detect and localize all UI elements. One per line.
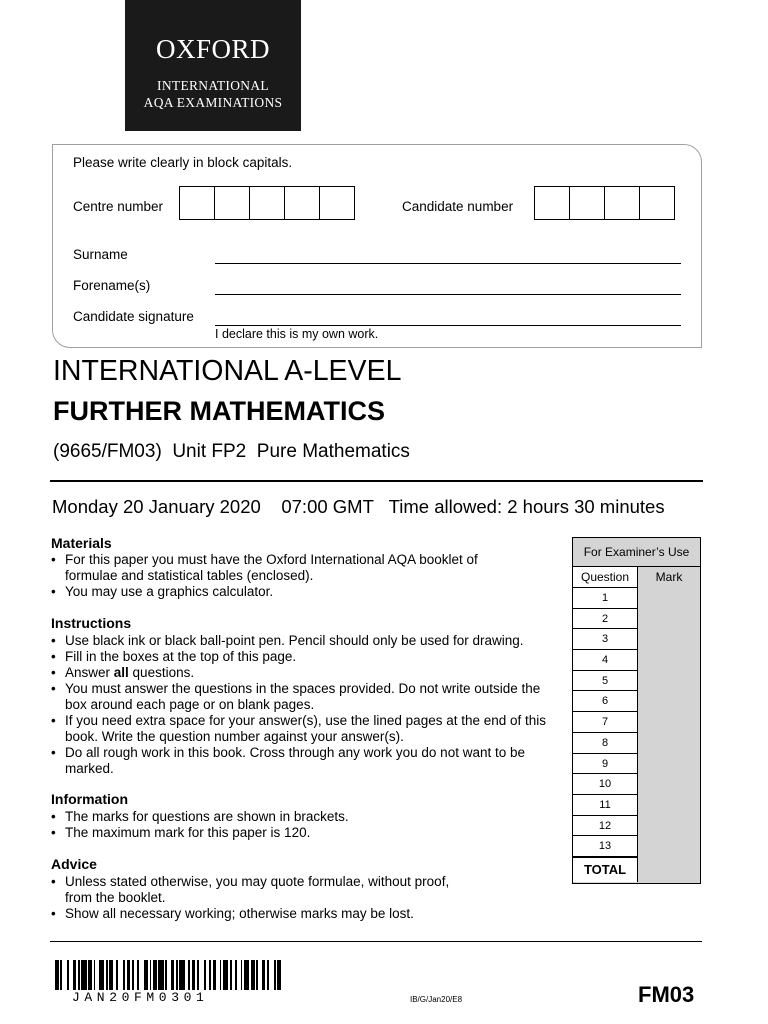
candidate-digit-box[interactable] [639,186,675,220]
qualification-level: INTERNATIONAL A-LEVEL [53,355,402,387]
question-row: 13 [573,835,637,856]
question-row: 1 [573,587,637,608]
instructions-heading: Instructions [51,615,132,631]
examiners-use-table [572,537,701,884]
surname-line[interactable] [215,263,681,264]
block-capitals-instruction: Please write clearly in block capitals. [73,155,293,170]
answer-text-pre: Answer [65,665,114,680]
instructions-list [51,633,561,777]
question-row: 8 [573,732,637,753]
signature-line[interactable] [215,325,681,326]
materials-list [51,552,511,600]
question-row: 5 [573,670,637,691]
list-item: • For this paper you must have the Oxford International AQA booklet of formulae and statistical tables (enclosed). [51,552,511,584]
centre-digit-box[interactable] [249,186,285,220]
list-item: • Fill in the boxes at the top of this page. [51,649,561,665]
answer-text-post: questions. [128,665,195,680]
candidate-number-label: Candidate number [402,199,514,214]
surname-label: Surname [73,247,128,262]
unit-title: (9665/FM03) Unit FP2 Pure Mathematics [53,441,410,462]
candidate-digit-box[interactable] [534,186,570,220]
list-item: • Show all necessary working; otherwise marks may be lost. [51,906,476,922]
exam-time: 07:00 GMT [281,496,374,517]
paper-reference: IB/G/Jan20/E8 [410,995,463,1004]
list-item: • Use black ink or black ball-point pen. Pencil should only be used for drawing. [51,633,561,649]
answer-all-emphasis: all [113,665,129,680]
centre-digit-box[interactable] [214,186,250,220]
logo-title: OXFORD [155,34,271,64]
examiners-use-title: For Examiner’s Use [583,545,690,559]
question-row: 11 [573,794,637,815]
paper-code: FM03 [638,982,695,1007]
mark-column-header: Mark [638,566,700,588]
time-allowed: Time allowed: 2 hours 30 minutes [388,496,665,517]
footer-divider [50,941,702,942]
question-row: 2 [573,608,637,629]
exam-date-line [52,496,665,518]
subject-title: FURTHER MATHEMATICS [53,396,385,426]
question-row: 10 [573,773,637,794]
barcode-graphic [55,960,281,990]
candidate-digit-box[interactable] [569,186,605,220]
declaration-text: I declare this is my own work. [215,327,379,341]
total-row-label: TOTAL [573,856,637,882]
centre-digit-box[interactable] [284,186,320,220]
question-row: 9 [573,753,637,774]
question-row: 6 [573,690,637,711]
list-item: • Do all rough work in this book. Cross through any work you do not want to be marked. [51,745,561,777]
oxford-aqa-logo [125,0,301,131]
candidate-number-boxes[interactable] [534,186,675,220]
advice-list [51,874,476,922]
centre-number-label: Centre number [73,199,164,214]
materials-heading: Materials [51,535,112,551]
list-item: • You must answer the questions in the spaces provided. Do not write outside the box around each page or on blank pages. [51,681,561,713]
list-item: • The maximum mark for this paper is 120. [51,825,511,841]
list-item: • If you need extra space for your answer(s), use the lined pages at the end of this book. Write the question number against your answer(s). [51,713,561,745]
list-item: • The marks for questions are shown in brackets. [51,809,511,825]
list-item [51,665,561,681]
forename-label: Forename(s) [73,278,151,293]
list-item: • You may use a graphics calculator. [51,584,511,600]
information-heading: Information [51,791,128,807]
signature-label: Candidate signature [73,309,194,324]
question-column [573,587,638,882]
logo-line-1: INTERNATIONAL [157,78,269,93]
question-column-header: Question [573,566,638,588]
centre-digit-box[interactable] [179,186,215,220]
question-row: 7 [573,711,637,732]
question-row: 12 [573,815,637,836]
exam-date: Monday 20 January 2020 [52,496,261,517]
information-list [51,809,511,841]
heading-divider [50,480,703,482]
centre-number-boxes[interactable] [179,186,355,220]
forename-line[interactable] [215,294,681,295]
list-item: • Unless stated otherwise, you may quote formulae, without proof, from the booklet. [51,874,476,906]
barcode-text: JAN20FM0301 [72,990,209,1005]
advice-heading: Advice [51,856,97,872]
question-row: 4 [573,649,637,670]
question-row: 3 [573,628,637,649]
logo-line-2: AQA EXAMINATIONS [143,95,283,110]
centre-digit-box[interactable] [319,186,355,220]
candidate-digit-box[interactable] [604,186,640,220]
